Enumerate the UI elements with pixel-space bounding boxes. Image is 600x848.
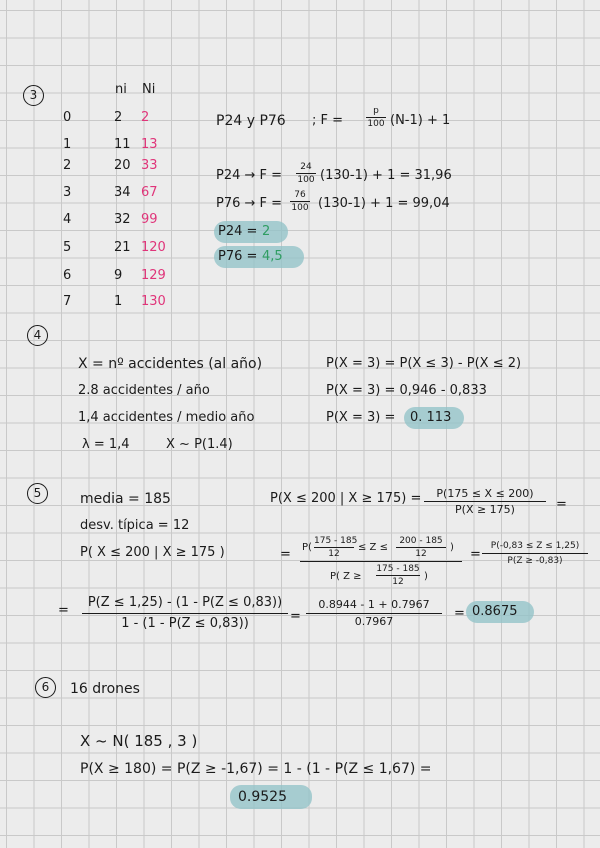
p76-calc-fraction: 76 100 [291,190,309,213]
table-cell-ni: 32 [114,212,131,227]
rate-per-year: 2.8 accidentes / año [78,383,210,398]
std-dev-value: desv. típica = 12 [80,518,190,533]
mean-value: media = 185 [80,491,171,507]
table-cell-Ni: 120 [141,240,166,255]
poisson-distribution: X ~ P(1.4) [166,437,233,452]
table-cell-Ni: 13 [141,137,158,152]
table-cell-ni: 21 [114,240,131,255]
standardized-numerator-mid: ≤ Z ≤ [358,542,388,553]
p24-result-label: P24 = [218,224,258,239]
table-cell-ni: 2 [114,110,123,125]
exercise-number-3: 3 [23,85,44,106]
exercise-number-6: 6 [35,677,56,698]
table-cell-Ni: 67 [141,185,158,200]
table-cell-x: 0 [63,110,72,125]
numeric-fraction: 0.8944 - 1 + 0.7967 0.7967 [306,598,442,629]
standardized-bound-upper: 200 - 185 12 [396,536,446,559]
p76-calc-lhs: P76 → F = [216,196,283,211]
table-cell-ni: 20 [114,158,131,173]
table-cell-x: 6 [63,268,72,283]
table-cell-x: 7 [63,294,72,309]
rate-per-half-year: 1,4 accidentes / medio año [78,410,255,425]
table-cell-ni: 1 [114,294,123,309]
standardized-numerator-close: ) [450,542,454,553]
standardized-fraction [300,536,462,588]
conditional-result-value: 0.8675 [472,604,518,619]
exercise-6-title: 16 drones [70,681,140,697]
percentile-formula-fraction: p 100 [367,106,385,129]
table-cell-Ni: 129 [141,268,166,283]
equals-sign: = [280,547,291,562]
p24-result-value: 2 [262,224,271,239]
table-cell-ni: 11 [114,137,131,152]
standardized-denominator-open: P( Z ≥ [330,571,362,582]
poisson-calc-line-1: P(X = 3) = P(X ≤ 3) - P(X ≤ 2) [326,356,522,371]
exercise-number-5: 5 [27,483,48,504]
table-cell-x: 1 [63,137,72,152]
equals-sign: = [58,603,69,618]
poisson-calc-line-3-label: P(X = 3) = [326,410,396,425]
column-header-Ni: Ni [142,82,156,97]
exercise-number-4: 4 [27,325,48,346]
conditional-fraction: P(175 ≤ X ≤ 200) P(X ≥ 175) [424,487,546,516]
percentile-heading: P24 y P76 [216,113,286,129]
p24-calc-fraction: 24 100 [297,162,315,185]
p76-result-value: 4,5 [262,249,283,264]
table-cell-x: 2 [63,158,72,173]
equals-sign: = [470,547,481,562]
standardized-bound-lower: 175 - 185 12 [314,536,358,559]
normal-calc-line-1: P(X ≥ 180) = P(Z ≥ -1,67) = 1 - (1 - P(Z ≤ 1,67) = [80,761,432,777]
equals-sign: = [556,497,567,512]
table-cell-ni: 9 [114,268,123,283]
conditional-lhs: P(X ≤ 200 | X ≥ 175) = [270,491,422,506]
poisson-calc-line-2: P(X = 3) = 0,946 - 0,833 [326,383,487,398]
standardized-denominator-close: ) [424,571,428,582]
table-cell-Ni: 33 [141,158,158,173]
equals-sign: = [290,609,301,624]
table-cell-x: 3 [63,185,72,200]
standardized-numerator-open: P( [302,542,312,553]
z-score-fraction: P(-0,83 ≤ Z ≤ 1,25) P(Z ≥ -0,83) [482,540,588,567]
table-cell-ni: 34 [114,185,131,200]
percentile-formula-rhs: (N-1) + 1 [390,113,451,128]
complement-fraction: P(Z ≤ 1,25) - (1 - P(Z ≤ 0,83)) 1 - (1 - P(Z ≤ 0,83)) [82,594,288,633]
table-cell-Ni: 130 [141,294,166,309]
column-header-ni: ni [115,82,127,97]
normal-distribution: X ~ N( 185 , 3 ) [80,732,198,750]
equals-sign: = [454,606,465,621]
p76-calc-rhs: (130-1) + 1 = 99,04 [318,196,450,211]
lambda-value: λ = 1,4 [82,437,130,452]
normal-result-value: 0.9525 [238,789,287,805]
table-cell-x: 4 [63,212,72,227]
variable-definition: X = nº accidentes (al año) [78,356,263,372]
table-cell-Ni: 2 [141,110,150,125]
table-cell-x: 5 [63,240,72,255]
standardized-bound-denominator: 175 - 185 12 [376,564,420,587]
p24-calc-lhs: P24 → F = [216,168,283,183]
p24-calc-rhs: (130-1) + 1 = 31,96 [320,168,452,183]
poisson-result-value: 0. 113 [410,410,452,425]
table-cell-Ni: 99 [141,212,158,227]
p76-result-label: P76 = [218,249,258,264]
percentile-formula-lhs: ; F = [312,113,344,128]
conditional-question: P( X ≤ 200 | X ≥ 175 ) [80,545,225,560]
